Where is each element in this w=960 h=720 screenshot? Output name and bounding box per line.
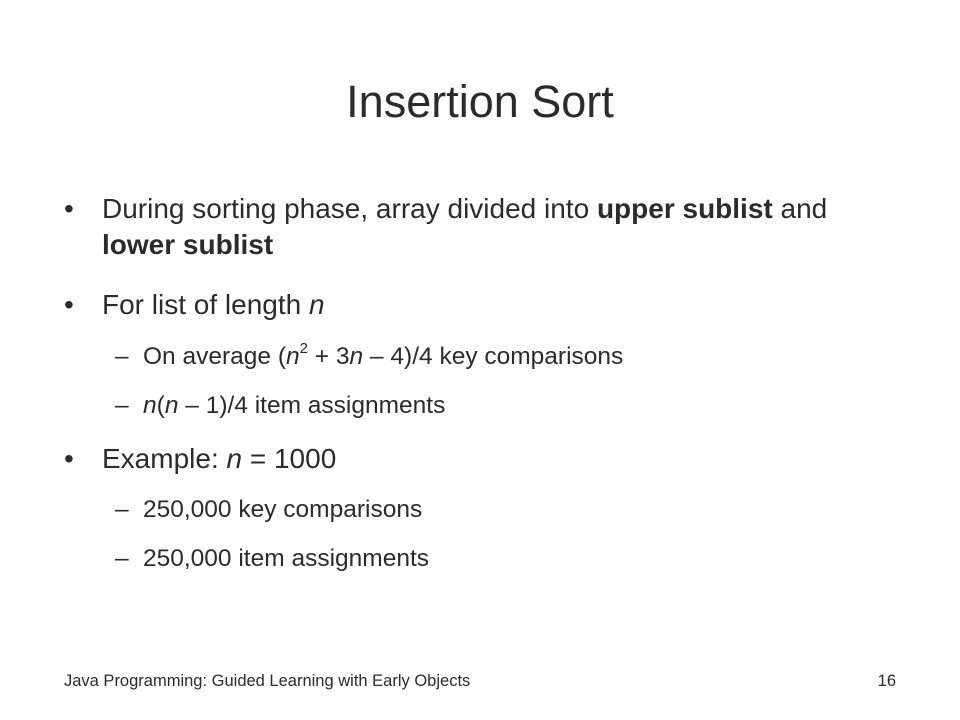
bullet-text: = 1000 [242,443,337,474]
variable-n: n [143,392,157,419]
bullet-emphasis-upper: upper sublist [596,193,773,224]
bullet-item-example [64,441,882,477]
footer-page-number: 16 [877,672,896,690]
slide-title: Insertion Sort [346,76,614,127]
subitem-text: – 1)/4 item assignments [178,392,446,419]
bullet-text-connector: and [772,193,828,224]
subitem-text: 250,000 key comparisons [143,496,423,523]
dash-icon: – [115,392,129,419]
variable-n: n [286,343,300,370]
bullet-emphasis-lower: lower sublist [102,229,274,260]
bullet-item-sorting-phase [64,191,882,263]
bullet-icon: • [64,289,74,320]
subitem-average-comparisons [115,339,883,373]
variable-n: n [226,443,243,474]
bullet-icon: • [64,193,74,224]
bullet-text: For list of length [102,289,309,320]
dash-icon: – [115,545,129,572]
subitem-item-assignments [115,390,883,422]
subitem-text: ( [156,392,165,419]
variable-n: n [308,289,325,320]
subitem-text: 250,000 item assignments [143,545,429,572]
subitem-text: On average ( [143,343,286,370]
bullet-icon: • [64,443,74,474]
exponent: 2 [299,339,308,357]
variable-n: n [164,392,179,419]
variable-n: n [349,343,364,370]
bullet-text: Example: [102,443,227,474]
subitem-text: + 3 [307,343,350,370]
bullet-item-list-length [64,287,882,323]
subitem-example-comparisons [115,494,883,526]
dash-icon: – [115,343,129,370]
subitem-example-assignments [115,543,883,575]
subitem-text: – 4)/4 key comparisons [363,343,624,370]
footer-course-title: Java Programming: Guided Learning with Early Objects [64,672,471,690]
bullet-text: During sorting phase, array divided into [102,193,597,224]
dash-icon: – [115,496,129,523]
